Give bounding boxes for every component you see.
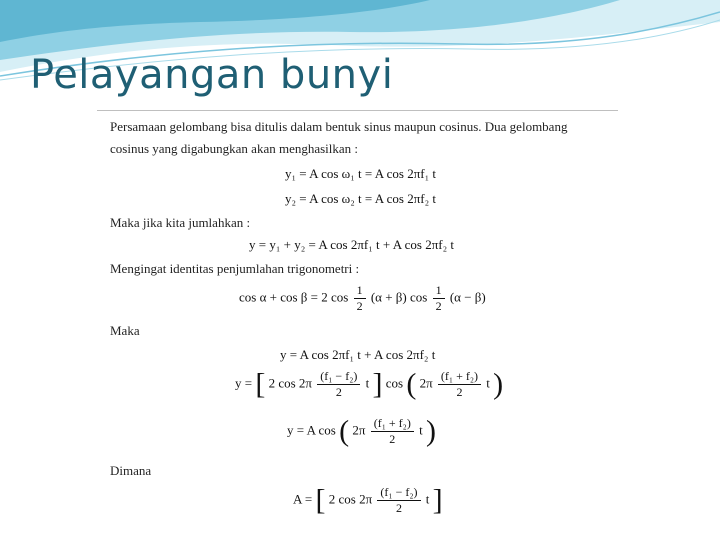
fraction-sum-c bbox=[371, 416, 414, 447]
fraction-half-2 bbox=[433, 283, 445, 314]
sum-intro: Maka jika kita jumlahkan : bbox=[110, 215, 251, 230]
fraction-denominator: 2 bbox=[433, 298, 445, 314]
fraction-numerator: (f₁ + f₂) bbox=[373, 416, 411, 430]
paren-open: ( bbox=[406, 367, 417, 401]
fraction-numerator: 1 bbox=[356, 283, 363, 297]
eq-b-lhs: y = bbox=[235, 375, 253, 391]
fraction-numerator: (f₁ + f₂) bbox=[440, 369, 479, 383]
maka-label: Maka bbox=[110, 323, 140, 338]
equation-line-b bbox=[235, 369, 503, 400]
eq-c-t: t bbox=[419, 422, 423, 438]
eq-b-cos2: cos bbox=[385, 375, 404, 391]
eq-d-t: t bbox=[425, 491, 430, 507]
eq-c-2pi: 2π bbox=[352, 422, 366, 438]
document-image bbox=[97, 110, 618, 541]
eq-b-t: t bbox=[365, 375, 370, 391]
equation-line-d bbox=[293, 485, 443, 516]
fraction-denominator: 2 bbox=[317, 384, 360, 400]
dimana-label: Dimana bbox=[110, 463, 152, 478]
eq-d-cos: 2 cos 2π bbox=[328, 491, 373, 507]
slide-title: Pelayangan bunyi bbox=[30, 52, 394, 98]
intro-line-2: cosinus yang digabungkan akan menghasilkan : bbox=[110, 141, 359, 156]
equation-y2: y₂ = A cos ω₂ t = A cos 2πf₂ t bbox=[285, 191, 436, 206]
equation-line-a: y = A cos 2πf₁ t + A cos 2πf₂ t bbox=[280, 347, 436, 362]
identity-mid: (α + β) cos bbox=[370, 289, 428, 305]
eq-b-2pi: 2π bbox=[419, 375, 433, 391]
eq-b-cos: 2 cos 2π bbox=[268, 375, 312, 391]
eq-c-lhs: y = A cos bbox=[287, 422, 336, 438]
fraction-numerator: (f₁ − f₂) bbox=[380, 485, 418, 499]
intro-line-1: Persamaan gelombang bisa ditulis dalam bentuk sinus maupun cosinus. Dua gelombang bbox=[110, 119, 568, 134]
fraction-denominator: 2 bbox=[354, 298, 366, 314]
equation-line-c bbox=[287, 416, 436, 447]
equation-identity bbox=[239, 283, 486, 314]
fraction-sum bbox=[438, 369, 481, 400]
bracket-open: [ bbox=[315, 483, 326, 517]
bracket-open: [ bbox=[255, 367, 266, 401]
fraction-denominator: 2 bbox=[377, 500, 420, 516]
bracket-close: ] bbox=[432, 483, 443, 517]
fraction-numerator: (f₁ − f₂) bbox=[320, 369, 358, 383]
eq-d-lhs: A = bbox=[293, 491, 313, 507]
paren-close: ) bbox=[425, 414, 436, 448]
fraction-diff bbox=[317, 369, 360, 400]
paren-open: ( bbox=[339, 414, 350, 448]
fraction-numerator: 1 bbox=[435, 283, 442, 297]
fraction-denominator: 2 bbox=[371, 431, 414, 447]
fraction-half bbox=[354, 283, 366, 314]
fraction-diff-d bbox=[377, 485, 420, 516]
fraction-denominator: 2 bbox=[438, 384, 481, 400]
bracket-close: ] bbox=[372, 367, 383, 401]
paren-close: ) bbox=[493, 367, 504, 401]
equation-y1: y₁ = A cos ω₁ t = A cos 2πf₁ t bbox=[285, 166, 436, 181]
eq-b-t2: t bbox=[486, 375, 490, 391]
identity-end: (α − β) bbox=[449, 289, 486, 305]
identity-intro: Mengingat identitas penjumlahan trigonometri : bbox=[110, 261, 360, 276]
equation-sum: y = y₁ + y₂ = A cos 2πf₁ t + A cos 2πf₂ t bbox=[249, 237, 455, 252]
identity-lhs: cos α + cos β = 2 cos bbox=[239, 289, 349, 305]
